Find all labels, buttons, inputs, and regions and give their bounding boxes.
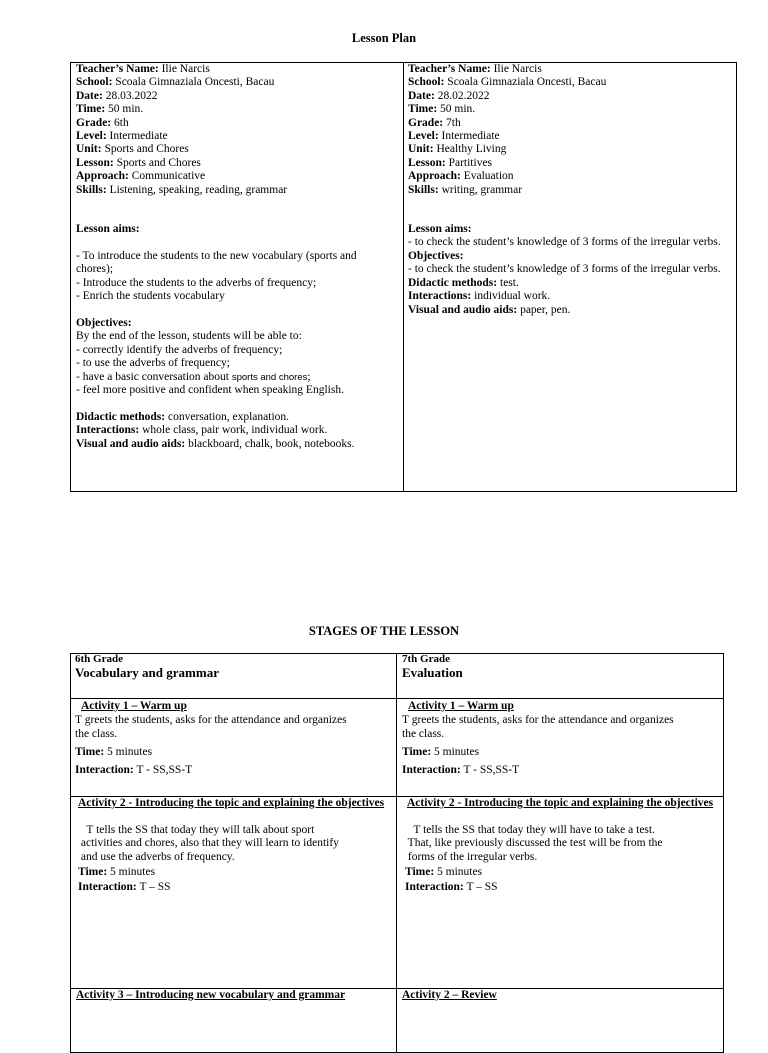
level-row: Level: Intermediate (76, 130, 168, 143)
time-row: Time: 50 min. (408, 103, 476, 116)
activity-1-6th (75, 700, 393, 777)
skills-row: Skills: Listening, speaking, reading, grammar (76, 183, 288, 196)
teacher-row: Teacher’s Name: Ilie Narcis (408, 63, 542, 75)
activity-interaction: Interaction: T – SS (78, 881, 171, 894)
activity-2-7th (405, 797, 721, 895)
objectives-heading: Objectives: (76, 316, 132, 329)
activity-time: Time: 5 minutes (402, 746, 480, 759)
activity-text: the class. (402, 727, 445, 740)
activity-title: Activity 2 - Introducing the topic and explaining the objectives (78, 797, 385, 809)
activity-text: forms of the irregular verbs. (405, 850, 538, 863)
activity-1-7th (402, 700, 720, 777)
stages-title: STAGES OF THE LESSON (308, 624, 460, 638)
school-row: School: Scoala Gimnaziala Oncesti, Bacau (408, 76, 607, 89)
activity-text: T tells the SS that today they will have to take a test. (405, 823, 655, 836)
grade-row: Grade: 7th (408, 116, 461, 129)
aim-line: - to check the student’s knowledge of 3 forms of the irregular verbs. (408, 236, 721, 249)
activity-text: T tells the SS that today they will talk about sport (78, 823, 315, 836)
section-title: Evaluation (402, 665, 463, 680)
interactions-row: Interactions: whole class, pair work, individual work. (76, 424, 328, 437)
objective-line: - to use the adverbs of frequency; (76, 357, 230, 370)
grade-label: 6th Grade (75, 653, 123, 665)
methods-row: Didactic methods: conversation, explanation. (76, 410, 290, 423)
section-title: Vocabulary and grammar (75, 665, 219, 680)
stages-row-divider (70, 698, 724, 699)
activity-3-6th (76, 989, 392, 1002)
aids-row: Visual and audio aids: blackboard, chalk, book, notebooks. (76, 437, 355, 450)
activity-interaction: Interaction: T – SS (405, 881, 498, 894)
interactions-row: Interactions: individual work. (408, 290, 551, 303)
lesson-row: Lesson: Partitives (408, 156, 493, 169)
activity-3-7th (402, 989, 718, 1002)
teacher-row: Teacher’s Name: Ilie Narcis (76, 63, 210, 75)
document-title: Lesson Plan (351, 31, 417, 45)
date-row: Date: 28.03.2022 (76, 89, 158, 102)
activity-text: T greets the students, asks for the attendance and organizes (402, 714, 674, 727)
activity-text: That, like previously discussed the test will be from the (405, 837, 663, 850)
objectives-intro: By the end of the lesson, students will be able to: (76, 330, 302, 343)
activity-text: and use the adverbs of frequency. (78, 850, 235, 863)
aims-heading: Lesson aims: (76, 223, 140, 236)
grade-label: 7th Grade (402, 653, 450, 665)
time-row: Time: 50 min. (76, 103, 144, 116)
stages-header-6th (75, 653, 393, 681)
activity-text: T greets the students, asks for the attendance and organizes (75, 714, 347, 727)
objective-line: - to check the student’s knowledge of 3 forms of the irregular verbs. (408, 263, 721, 276)
approach-row: Approach: Evaluation (408, 170, 514, 183)
lesson-row: Lesson: Sports and Chores (76, 156, 201, 169)
lesson-plan-divider (403, 62, 404, 491)
activity-text: activities and chores, also that they will learn to identify (78, 837, 339, 850)
activity-interaction: Interaction: T - SS,SS-T (402, 763, 520, 776)
activity-title: Activity 2 – Review (402, 989, 497, 1001)
activity-time: Time: 5 minutes (78, 866, 156, 879)
activity-time: Time: 5 minutes (405, 866, 483, 879)
school-row: School: Scoala Gimnaziala Oncesti, Bacau (76, 76, 275, 89)
objective-line: - feel more positive and confident when speaking English. (76, 383, 344, 396)
aim-line: - Introduce the students to the adverbs of frequency; (76, 276, 317, 289)
plan-7th-grade (408, 63, 734, 317)
unit-row: Unit: Sports and Chores (76, 143, 189, 156)
activity-title: Activity 2 - Introducing the topic and explaining the objectives (407, 797, 714, 809)
approach-row: Approach: Communicative (76, 170, 206, 183)
aim-line: chores); (76, 263, 114, 276)
stages-divider (396, 653, 397, 1053)
activity-time: Time: 5 minutes (75, 746, 153, 759)
date-row: Date: 28.02.2022 (408, 89, 490, 102)
activity-title: Activity 1 – Warm up (408, 700, 514, 712)
objective-line: - correctly identify the adverbs of frequency; (76, 343, 283, 356)
objectives-heading: Objectives: (408, 249, 464, 262)
activity-2-6th (78, 797, 394, 895)
objective-line: - have a basic conversation about sports and chores; (76, 370, 311, 383)
aids-row: Visual and audio aids: paper, pen. (408, 303, 571, 316)
methods-row: Didactic methods: test. (408, 276, 519, 289)
unit-row: Unit: Healthy Living (408, 143, 507, 156)
skills-row: Skills: writing, grammar (408, 183, 523, 196)
aim-line: - To introduce the students to the new vocabulary (sports and (76, 249, 357, 262)
plan-6th-grade (76, 63, 398, 451)
stages-header-7th (402, 653, 720, 681)
grade-row: Grade: 6th (76, 116, 129, 129)
aims-heading: Lesson aims: (408, 223, 472, 236)
level-row: Level: Intermediate (408, 130, 500, 143)
activity-title: Activity 3 – Introducing new vocabulary and grammar (76, 989, 346, 1001)
activity-interaction: Interaction: T - SS,SS-T (75, 763, 193, 776)
activity-text: the class. (75, 727, 118, 740)
activity-title: Activity 1 – Warm up (81, 700, 187, 712)
aim-line: - Enrich the students vocabulary (76, 290, 225, 303)
